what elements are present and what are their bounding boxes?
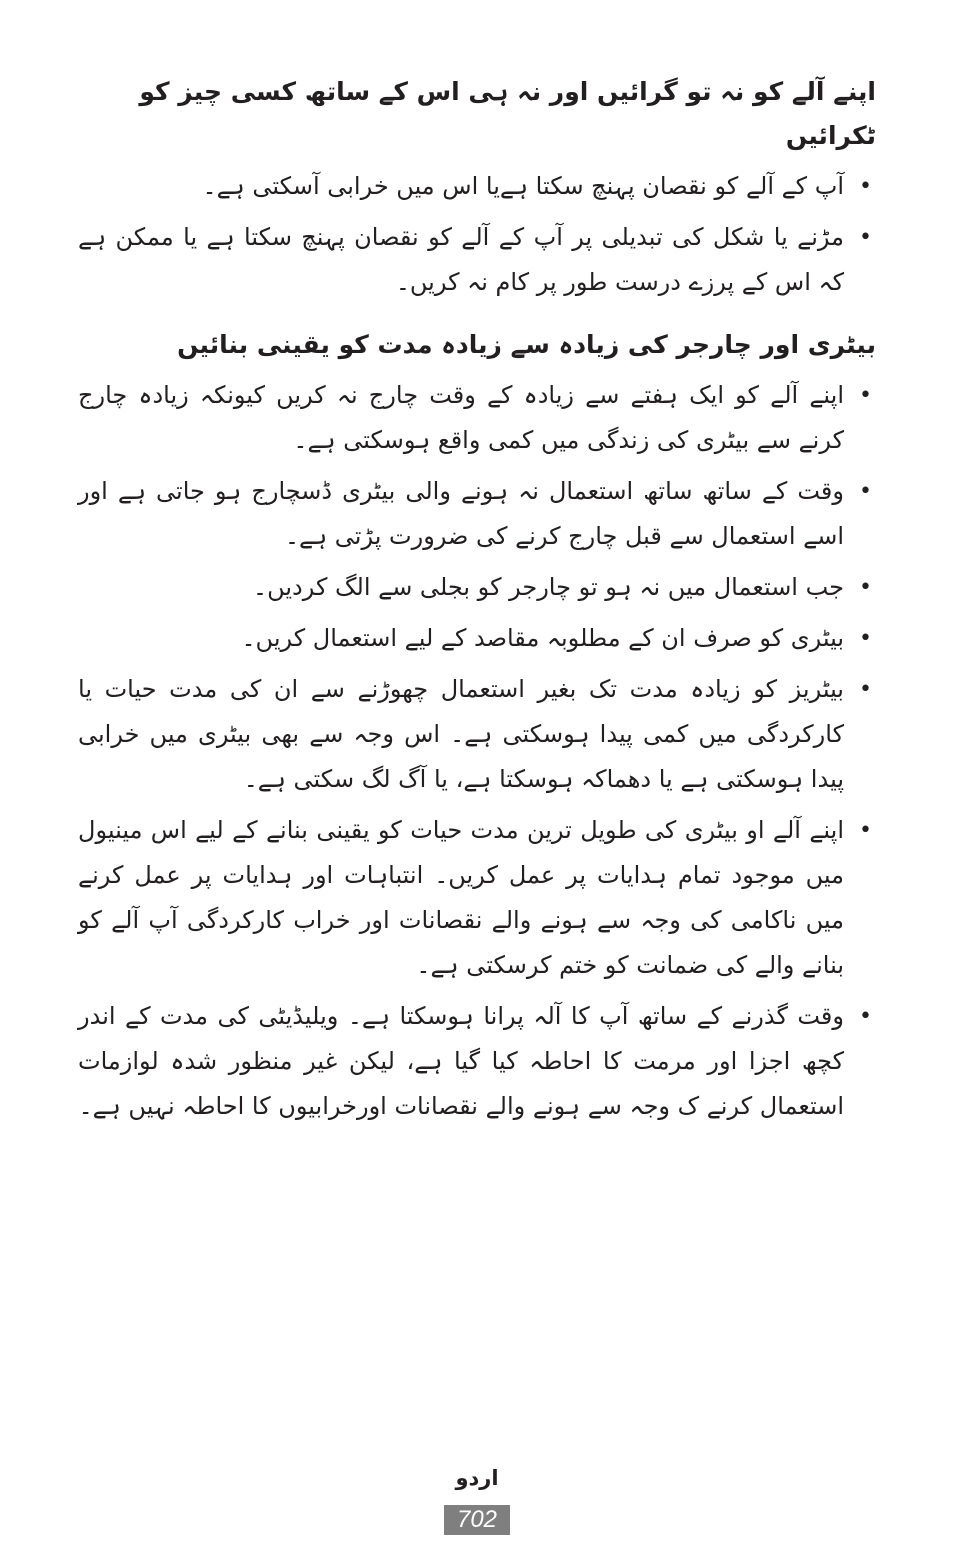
bullet-list [78, 373, 876, 1129]
page-number-badge: 702 [444, 1505, 510, 1535]
section-heading: اپنے آلے کو نہ تو گرائیں اور نہ ہی اس کے ساتھ کسی چیز کو ٹکرائیں [139, 77, 876, 150]
list-item [78, 808, 876, 988]
list-item-text: وقت گذرنے کے ساتھ آپ کا آلہ پرانا ہوسکتا ہے۔ ویلیڈیٹی کی مدت کے اندر کچھ اجزا اور مرمت کا احاطہ کیا گیا ہے، لیکن غیر منظور شدہ لوازمات استعمال کرنے ک وجہ سے ہونے والے نقصانات اورخرابیوں کا احاطہ نہیں ہے۔ [78, 1002, 844, 1120]
list-item [78, 215, 876, 305]
bullet-dot-icon: • [859, 225, 872, 250]
list-item-text: اپنے آلے او بیٹری کی طویل ترین مدت حیات کو یقینی بنانے کے لیے اس مینیول میں موجود تمام ہدایات پر عمل کریں۔ انتباہات اور ہدایات پر عمل کرنے میں ناکامی کی وجہ سے ہونے والے نقصانات اور خراب کارکردگی آپ آلے کو بنانے والے کی ضمانت کو ختم کرسکتی ہے۔ [78, 816, 844, 979]
bullet-dot-icon: • [859, 479, 872, 504]
list-item-text: بیٹری کو صرف ان کے مطلوبہ مقاصد کے لیے استعمال کریں۔ [241, 624, 844, 652]
list-item-text: جب استعمال میں نہ ہو تو چارجر کو بجلی سے الگ کردیں۔ [253, 573, 844, 601]
bullet-dot-icon: • [859, 818, 872, 843]
section-drop-impact [78, 70, 876, 305]
page-content [78, 70, 876, 1135]
list-item-text: مڑنے یا شکل کی تبدیلی پر آپ کے آلے کو نقصان پہنچ سکتا ہے یا ممکن ہے کہ اس کے پرزے درست طور پر کام نہ کریں۔ [78, 223, 844, 296]
bullet-dot-icon: • [859, 174, 872, 199]
list-item-text: آپ کے آلے کو نقصان پہنچ سکتا ہےیا اس میں خرابی آسکتی ہے۔ [202, 172, 844, 200]
section-heading: بیٹری اور چارجر کی زیادہ سے زیادہ مدت کو یقینی بنائیں [177, 330, 876, 359]
list-item-text: اپنے آلے کو ایک ہفتے سے زیادہ کے وقت چارج نہ کریں کیونکہ زیادہ چارج کرنے سے بیٹری کی زندگی میں کمی واقع ہوسکتی ہے۔ [78, 381, 844, 454]
bullet-dot-icon: • [859, 677, 872, 702]
bullet-dot-icon: • [859, 383, 872, 408]
footer-language-label: اردو [455, 1466, 499, 1490]
bullet-dot-icon: • [859, 575, 872, 600]
section-battery-life [78, 323, 876, 1129]
list-item [78, 373, 876, 463]
list-item [78, 667, 876, 802]
bullet-list [78, 164, 876, 305]
bullet-dot-icon: • [859, 626, 872, 651]
list-item [78, 469, 876, 559]
list-item [78, 565, 876, 610]
list-item-text: وقت کے ساتھ ساتھ استعمال نہ ہونے والی بیٹری ڈسچارج ہو جاتی ہے اور اسے استعمال سے قبل چارج کرنے کی ضرورت پڑتی ہے۔ [78, 477, 844, 550]
list-item [78, 164, 876, 209]
bullet-dot-icon: • [859, 1004, 872, 1029]
list-item [78, 994, 876, 1129]
list-item-text: بیٹریز کو زیادہ مدت تک بغیر استعمال چھوڑنے سے ان کی مدت حیات یا کارکردگی میں کمی پیدا ہوسکتی ہے۔ اس وجہ سے بھی بیٹری میں خرابی پیدا ہوسکتی ہے یا دھماکہ ہوسکتا ہے، یا آگ لگ سکتی ہے۔ [78, 675, 844, 793]
list-item [78, 616, 876, 661]
